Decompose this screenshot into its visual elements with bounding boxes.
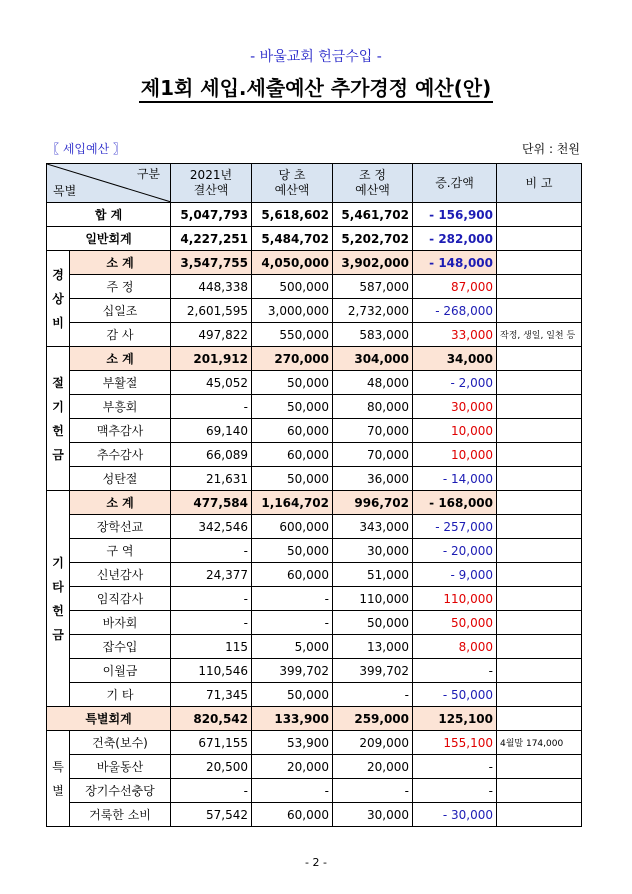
header-corner-top: 구분 — [136, 167, 160, 181]
cell-original: 50,000 — [252, 539, 333, 563]
budget-table — [46, 163, 582, 827]
cell-original: 600,000 — [252, 515, 333, 539]
cell-original: 5,484,702 — [252, 227, 333, 251]
cell-adjusted: 30,000 — [333, 539, 413, 563]
table-row — [47, 491, 582, 515]
cell-settled: - — [171, 539, 252, 563]
cell-change: 125,100 — [413, 707, 497, 731]
cell-original: 3,000,000 — [252, 299, 333, 323]
table-row — [47, 683, 582, 707]
cell-change: - 148,000 — [413, 251, 497, 275]
cell-original: 60,000 — [252, 803, 333, 827]
group-label: 기 타 헌 금 — [47, 491, 70, 707]
cell-settled: 4,227,251 — [171, 227, 252, 251]
row-label: 거룩한 소비 — [70, 803, 171, 827]
cell-change: 110,000 — [413, 587, 497, 611]
cell-original: 50,000 — [252, 371, 333, 395]
row-label: 장기수선충당 — [70, 779, 171, 803]
cell-change: - 257,000 — [413, 515, 497, 539]
cell-change: - — [413, 779, 497, 803]
cell-original: - — [252, 611, 333, 635]
table-row — [47, 323, 582, 347]
row-label: 기 타 — [70, 683, 171, 707]
cell-change: 30,000 — [413, 395, 497, 419]
cell-change: - — [413, 659, 497, 683]
header-corner-bottom: 목별 — [53, 184, 77, 198]
cell-settled: 66,089 — [171, 443, 252, 467]
cell-original: - — [252, 779, 333, 803]
cell-adjusted: 3,902,000 — [333, 251, 413, 275]
table-row — [47, 539, 582, 563]
cell-remarks — [497, 683, 582, 707]
row-label: 소 계 — [70, 251, 171, 275]
table-row — [47, 803, 582, 827]
row-label: 특별회계 — [47, 707, 171, 731]
cell-adjusted: 110,000 — [333, 587, 413, 611]
cell-change: - 9,000 — [413, 563, 497, 587]
cell-adjusted: 80,000 — [333, 395, 413, 419]
page-number: - 2 - — [305, 856, 327, 869]
cell-original: 60,000 — [252, 419, 333, 443]
row-label: 신년감사 — [70, 563, 171, 587]
cell-remarks — [497, 611, 582, 635]
row-label: 잡수입 — [70, 635, 171, 659]
cell-adjusted: - — [333, 779, 413, 803]
row-label: 임직감사 — [70, 587, 171, 611]
cell-adjusted: 209,000 — [333, 731, 413, 755]
cell-settled: 71,345 — [171, 683, 252, 707]
table-row — [47, 275, 582, 299]
cell-settled: 45,052 — [171, 371, 252, 395]
table-row — [47, 467, 582, 491]
cell-settled: 448,338 — [171, 275, 252, 299]
cell-adjusted: 70,000 — [333, 443, 413, 467]
table-row — [47, 251, 582, 275]
cell-original: 20,000 — [252, 755, 333, 779]
cell-settled: 24,377 — [171, 563, 252, 587]
cell-adjusted: 50,000 — [333, 611, 413, 635]
cell-adjusted: 5,202,702 — [333, 227, 413, 251]
header-remarks: 비 고 — [497, 164, 582, 203]
cell-change: - 14,000 — [413, 467, 497, 491]
row-label: 이월금 — [70, 659, 171, 683]
table-row — [47, 731, 582, 755]
table-row — [47, 443, 582, 467]
table-row — [47, 371, 582, 395]
table-row — [47, 299, 582, 323]
cell-original: 50,000 — [252, 467, 333, 491]
table-row — [47, 563, 582, 587]
group-label: 경 상 비 — [47, 251, 70, 347]
row-label: 바자회 — [70, 611, 171, 635]
cell-change: - 20,000 — [413, 539, 497, 563]
cell-remarks — [497, 779, 582, 803]
cell-settled: 110,546 — [171, 659, 252, 683]
budget-table-body — [47, 164, 582, 827]
row-label: 일반회계 — [47, 227, 171, 251]
cell-original: 50,000 — [252, 395, 333, 419]
row-label: 부활절 — [70, 371, 171, 395]
cell-remarks — [497, 395, 582, 419]
cell-original: 60,000 — [252, 563, 333, 587]
cell-adjusted: 51,000 — [333, 563, 413, 587]
cell-adjusted: 259,000 — [333, 707, 413, 731]
cell-remarks — [497, 299, 582, 323]
cell-original: 399,702 — [252, 659, 333, 683]
table-row — [47, 611, 582, 635]
row-label: 바울동산 — [70, 755, 171, 779]
cell-adjusted: 13,000 — [333, 635, 413, 659]
cell-original: 1,164,702 — [252, 491, 333, 515]
cell-change: - 30,000 — [413, 803, 497, 827]
section-label: 〖 세입예산 〗 — [47, 142, 125, 156]
cell-remarks — [497, 539, 582, 563]
cell-change: - 168,000 — [413, 491, 497, 515]
table-row — [47, 347, 582, 371]
document-subtitle: - 바울교회 헌금수입 - — [250, 49, 382, 65]
cell-remarks — [497, 707, 582, 731]
cell-remarks — [497, 587, 582, 611]
unit-label: 단위 : 천원 — [521, 142, 580, 156]
cell-settled: - — [171, 611, 252, 635]
row-label: 십일조 — [70, 299, 171, 323]
cell-change: - — [413, 755, 497, 779]
cell-change: 10,000 — [413, 419, 497, 443]
cell-original: 550,000 — [252, 323, 333, 347]
cell-original: - — [252, 587, 333, 611]
cell-settled: 201,912 — [171, 347, 252, 371]
row-label: 소 계 — [70, 491, 171, 515]
cell-settled: 115 — [171, 635, 252, 659]
cell-remarks — [497, 203, 582, 227]
cell-change: - 268,000 — [413, 299, 497, 323]
cell-change: 50,000 — [413, 611, 497, 635]
cell-remarks: 4월말 174,000 — [497, 731, 582, 755]
title-text: 제1회 세입.세출예산 추가경정 예산(안) — [139, 76, 493, 103]
cell-adjusted: 30,000 — [333, 803, 413, 827]
cell-change: - 282,000 — [413, 227, 497, 251]
cell-change: 10,000 — [413, 443, 497, 467]
cell-change: 87,000 — [413, 275, 497, 299]
cell-adjusted: 36,000 — [333, 467, 413, 491]
cell-remarks — [497, 443, 582, 467]
document-title — [0, 72, 632, 101]
header-settled: 2021년 결산액 — [171, 164, 252, 203]
cell-remarks — [497, 467, 582, 491]
cell-remarks — [497, 491, 582, 515]
cell-adjusted: 343,000 — [333, 515, 413, 539]
cell-settled: 497,822 — [171, 323, 252, 347]
header-corner-cell — [47, 164, 171, 203]
cell-original: 5,000 — [252, 635, 333, 659]
cell-change: 34,000 — [413, 347, 497, 371]
cell-remarks: 작정, 생일, 일천 등 — [497, 323, 582, 347]
cell-settled: - — [171, 779, 252, 803]
header-change: 증.감액 — [413, 164, 497, 203]
cell-settled: 342,546 — [171, 515, 252, 539]
cell-adjusted: 5,461,702 — [333, 203, 413, 227]
special-account-row — [47, 707, 582, 731]
cell-settled: 69,140 — [171, 419, 252, 443]
cell-adjusted: 399,702 — [333, 659, 413, 683]
cell-remarks — [497, 659, 582, 683]
cell-settled: 820,542 — [171, 707, 252, 731]
table-header-row — [47, 164, 582, 203]
cell-remarks — [497, 347, 582, 371]
cell-settled: 20,500 — [171, 755, 252, 779]
row-label: 장학선교 — [70, 515, 171, 539]
cell-settled: - — [171, 587, 252, 611]
cell-settled: 57,542 — [171, 803, 252, 827]
table-row — [47, 659, 582, 683]
header-adjusted: 조 정 예산액 — [333, 164, 413, 203]
cell-original: 270,000 — [252, 347, 333, 371]
row-label: 추수감사 — [70, 443, 171, 467]
cell-original: 53,900 — [252, 731, 333, 755]
cell-remarks — [497, 803, 582, 827]
cell-remarks — [497, 419, 582, 443]
cell-change: 33,000 — [413, 323, 497, 347]
cell-remarks — [497, 635, 582, 659]
cell-remarks — [497, 251, 582, 275]
row-label: 주 정 — [70, 275, 171, 299]
row-label: 부흥회 — [70, 395, 171, 419]
cell-remarks — [497, 371, 582, 395]
cell-adjusted: 304,000 — [333, 347, 413, 371]
header-original: 당 초 예산액 — [252, 164, 333, 203]
table-row — [47, 515, 582, 539]
cell-remarks — [497, 275, 582, 299]
cell-settled: - — [171, 395, 252, 419]
cell-original: 5,618,602 — [252, 203, 333, 227]
row-label: 건축(보수) — [70, 731, 171, 755]
row-label: 감 사 — [70, 323, 171, 347]
general-account-row — [47, 227, 582, 251]
cell-change: 8,000 — [413, 635, 497, 659]
cell-original: 50,000 — [252, 683, 333, 707]
cell-change: - 156,900 — [413, 203, 497, 227]
cell-adjusted: 583,000 — [333, 323, 413, 347]
cell-remarks — [497, 227, 582, 251]
cell-settled: 21,631 — [171, 467, 252, 491]
cell-change: 155,100 — [413, 731, 497, 755]
cell-settled: 2,601,595 — [171, 299, 252, 323]
cell-adjusted: 2,732,000 — [333, 299, 413, 323]
cell-adjusted: 20,000 — [333, 755, 413, 779]
cell-adjusted: 48,000 — [333, 371, 413, 395]
cell-adjusted: 587,000 — [333, 275, 413, 299]
table-row — [47, 395, 582, 419]
row-label: 소 계 — [70, 347, 171, 371]
table-row — [47, 635, 582, 659]
cell-change: - 2,000 — [413, 371, 497, 395]
group-label: 절 기 헌 금 — [47, 347, 70, 491]
cell-adjusted: 70,000 — [333, 419, 413, 443]
cell-remarks — [497, 755, 582, 779]
cell-remarks — [497, 515, 582, 539]
cell-original: 133,900 — [252, 707, 333, 731]
cell-adjusted: 996,702 — [333, 491, 413, 515]
group-label: 특 별 — [47, 731, 70, 827]
table-row — [47, 587, 582, 611]
cell-settled: 3,547,755 — [171, 251, 252, 275]
table-row — [47, 755, 582, 779]
row-label: 구 역 — [70, 539, 171, 563]
total-row — [47, 203, 582, 227]
cell-settled: 671,155 — [171, 731, 252, 755]
cell-change: - 50,000 — [413, 683, 497, 707]
cell-original: 500,000 — [252, 275, 333, 299]
table-row — [47, 779, 582, 803]
row-label: 성탄절 — [70, 467, 171, 491]
row-label: 합 계 — [47, 203, 171, 227]
cell-original: 4,050,000 — [252, 251, 333, 275]
row-label: 맥추감사 — [70, 419, 171, 443]
cell-settled: 5,047,793 — [171, 203, 252, 227]
table-row — [47, 419, 582, 443]
cell-settled: 477,584 — [171, 491, 252, 515]
cell-adjusted: - — [333, 683, 413, 707]
cell-remarks — [497, 563, 582, 587]
cell-original: 60,000 — [252, 443, 333, 467]
